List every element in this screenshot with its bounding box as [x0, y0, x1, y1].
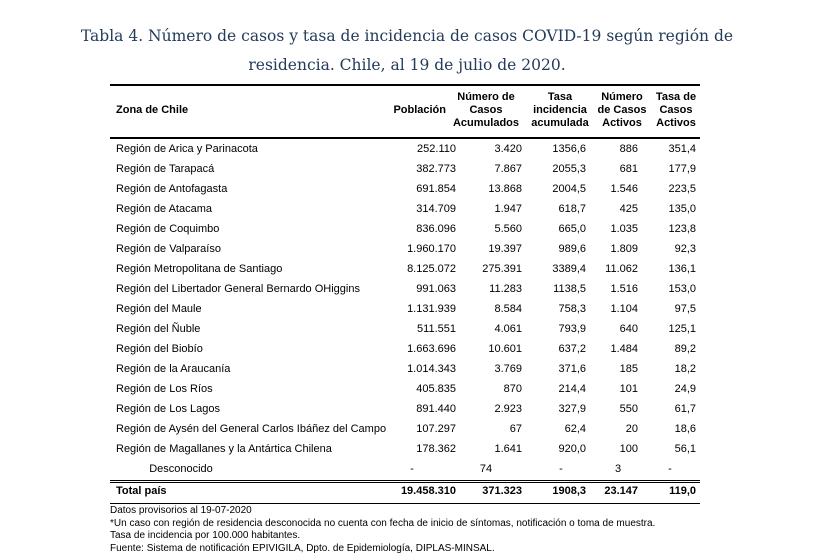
cell-tasa-incidencia: 665,0	[558, 223, 586, 235]
cell-tasa-incidencia: 793,9	[558, 323, 586, 335]
cell-tasa-activos: 177,9	[668, 163, 696, 175]
cell-tasa-incidencia: 1138,5	[553, 283, 586, 295]
cell-poblacion: 252.110	[417, 143, 456, 155]
cell-activos: 1.516	[610, 283, 638, 295]
cell-acumulados: 19.397	[488, 243, 522, 255]
cell-poblacion: 405.835	[416, 383, 456, 395]
cell-activos: 1.809	[610, 243, 638, 255]
cell-poblacion: 1.960.170	[407, 243, 456, 255]
table-row	[110, 360, 700, 380]
cell-activos: 1.035	[610, 223, 638, 235]
table-row	[110, 380, 700, 400]
cell-acumulados: 3.420	[494, 143, 522, 155]
cell-acumulados: 11.283	[489, 283, 522, 295]
cell-tasa-activos: 56,1	[674, 443, 696, 455]
cell-zona: Región de Los Ríos	[116, 383, 213, 395]
cell-zona: Región de Los Lagos	[116, 403, 220, 415]
cell-tasa-activos: -	[668, 463, 672, 475]
header-zona: Zona de Chile	[116, 104, 189, 116]
table-header-rule	[110, 137, 700, 139]
cell-acumulados: 870	[503, 383, 522, 395]
table-row-desconocido	[110, 460, 700, 480]
header-casos-activos: Número de Casos Activos	[597, 91, 647, 129]
cell-acumulados: 8.584	[494, 303, 522, 315]
cell-poblacion: 107.297	[416, 423, 456, 435]
table-row	[110, 420, 700, 440]
cell-tasa-activos: 18,2	[674, 363, 696, 375]
cell-tasa-activos: 135,0	[668, 203, 696, 215]
cell-tasa-activos: 89,2	[674, 343, 696, 355]
cell-tasa-activos: 136,1	[668, 263, 696, 275]
cell-poblacion: 836.096	[416, 223, 456, 235]
cell-poblacion: 511.551	[417, 323, 456, 335]
footnote: Tasa de incidencia por 100.000 habitantes.	[110, 530, 301, 541]
cell-activos: 1.484	[610, 343, 638, 355]
cell-poblacion: 314.709	[416, 203, 456, 215]
cell-activos: 185	[619, 363, 638, 375]
cell-zona: Región del Libertador General Bernardo OHiggins	[116, 283, 360, 295]
cell-zona: Región de Arica y Parinacota	[116, 143, 258, 155]
cell-tasa-incidencia: 2055,3	[552, 163, 586, 175]
cell-tasa-incidencia: -	[559, 463, 563, 475]
cell-tasa-incidencia: 758,3	[558, 303, 586, 315]
cell-tasa-activos: 24,9	[674, 383, 696, 395]
cell-zona: Región del Ñuble	[116, 323, 201, 335]
cell-activos: 886	[619, 143, 638, 155]
table-row	[110, 280, 700, 300]
cell-activos: 23.147	[604, 485, 638, 497]
cell-tasa-incidencia: 371,6	[558, 363, 586, 375]
table-row	[110, 320, 700, 340]
cell-tasa-activos: 223,5	[668, 183, 696, 195]
footnote: *Un caso con región de residencia desconocida no cuenta con fecha de inicio de síntomas, notificación o toma de muestra.	[110, 517, 656, 529]
table-row	[110, 240, 700, 260]
cell-tasa-incidencia: 618,7	[558, 203, 586, 215]
cell-tasa-incidencia: 1908,3	[552, 485, 586, 497]
cell-tasa-incidencia: 2004,5	[552, 183, 586, 195]
cell-acumulados: 5.560	[494, 223, 522, 235]
cell-zona: Región Metropolitana de Santiago	[116, 263, 283, 275]
table-bottom-rule	[110, 503, 700, 504]
cell-acumulados: 275.391	[482, 263, 522, 275]
table-row	[110, 400, 700, 420]
cell-tasa-activos: 123,8	[668, 223, 696, 235]
cell-tasa-incidencia: 1356,6	[552, 143, 586, 155]
footnote: Fuente: Sistema de notificación EPIVIGILA, Dpto. de Epidemiología, DIPLAS-MINSAL.	[110, 542, 495, 554]
cell-poblacion: 8.125.072	[407, 263, 456, 275]
table-row	[110, 440, 700, 460]
cell-zona: Región de Magallanes y la Antártica Chilena	[116, 443, 332, 455]
cell-acumulados: 2.923	[494, 403, 522, 415]
cell-tasa-activos: 61,7	[674, 403, 696, 415]
cell-activos: 100	[619, 443, 638, 455]
header-casos-acumulados: Número de Casos Acumulados	[452, 91, 519, 129]
cell-acumulados: 67	[509, 423, 522, 435]
cell-activos: 3	[614, 463, 622, 475]
cell-activos: 20	[625, 423, 638, 435]
table-row	[110, 220, 700, 240]
cell-zona: Región de Aysén del General Carlos Ibáñez del Campo	[116, 423, 387, 435]
footnote: Datos provisorios al 19-07-2020	[110, 505, 252, 516]
cell-tasa-activos: 125,1	[668, 323, 696, 335]
cell-tasa-activos: 119,0	[669, 485, 696, 497]
cell-acumulados: 1.641	[494, 443, 522, 455]
cell-zona: Región de Atacama	[116, 203, 213, 215]
cell-tasa-activos: 97,5	[674, 303, 696, 315]
cell-poblacion: 1.663.696	[407, 343, 456, 355]
header-tasa-activos: Tasa de Casos Activos	[655, 91, 697, 129]
cell-poblacion: 19.458.310	[400, 485, 456, 497]
table-title-line-1: Tabla 4. Número de casos y tasa de incidencia de casos COVID-19 según región de	[80, 27, 734, 45]
cell-activos: 425	[619, 203, 638, 215]
cell-poblacion: 178.362	[416, 443, 456, 455]
cell-activos: 1.104	[610, 303, 638, 315]
table-row	[110, 200, 700, 220]
cell-poblacion: 891.440	[416, 403, 456, 415]
cell-zona: Región de Antofagasta	[116, 183, 228, 195]
cell-poblacion: 991.063	[416, 283, 456, 295]
cell-poblacion: 1.014.343	[407, 363, 456, 375]
cell-poblacion: 382.773	[416, 163, 456, 175]
cell-acumulados: 371.323	[482, 485, 522, 497]
cell-zona: Región de Coquimbo	[116, 223, 220, 235]
cell-zona: Región de Tarapacá	[116, 163, 215, 175]
cell-acumulados: 3.769	[494, 363, 522, 375]
table-total-rule-top	[110, 480, 700, 481]
cell-acumulados: 74	[479, 463, 493, 475]
cell-poblacion: -	[410, 463, 414, 475]
table-title-line-2: residencia. Chile, al 19 de julio de 2020.	[248, 56, 566, 74]
header-tasa-incidencia: Tasa incidencia acumulada	[531, 91, 589, 129]
cell-activos: 550	[619, 403, 638, 415]
cell-tasa-incidencia: 637,2	[558, 343, 586, 355]
cell-tasa-activos: 92,3	[674, 243, 696, 255]
cell-tasa-incidencia: 62,4	[564, 423, 586, 435]
table-row-total	[110, 482, 700, 502]
table-row	[110, 180, 700, 200]
cell-acumulados: 10.601	[488, 343, 522, 355]
cell-zona: Total país	[116, 485, 167, 497]
cell-activos: 1.546	[610, 183, 638, 195]
cell-acumulados: 7.867	[494, 163, 522, 175]
cell-activos: 681	[619, 163, 638, 175]
cell-tasa-activos: 153,0	[668, 283, 696, 295]
table-row	[110, 160, 700, 180]
cell-tasa-incidencia: 989,6	[558, 243, 586, 255]
table-row	[110, 300, 700, 320]
cell-tasa-incidencia: 214,4	[558, 383, 586, 395]
table-row	[110, 340, 700, 360]
cell-acumulados: 1.947	[494, 203, 522, 215]
cell-zona: Región del Biobío	[116, 343, 203, 355]
cell-poblacion: 1.131.939	[407, 303, 456, 315]
cell-zona: Desconocido	[149, 463, 213, 475]
table-top-rule	[110, 84, 700, 86]
cell-poblacion: 691.854	[416, 183, 456, 195]
cell-acumulados: 13.868	[488, 183, 522, 195]
header-poblacion: Población	[393, 104, 446, 116]
cell-activos: 11.062	[605, 263, 638, 275]
cell-tasa-incidencia: 3389,4	[552, 263, 586, 275]
cell-acumulados: 4.061	[494, 323, 522, 335]
cell-zona: Región de Valparaíso	[116, 243, 221, 255]
cell-tasa-activos: 351,4	[668, 143, 696, 155]
cell-activos: 101	[619, 383, 638, 395]
table-row	[110, 140, 700, 160]
cell-tasa-incidencia: 327,9	[558, 403, 586, 415]
table-footnotes	[110, 505, 655, 555]
cell-zona: Región del Maule	[116, 303, 202, 315]
cell-tasa-activos: 18,6	[674, 423, 696, 435]
table-row	[110, 260, 700, 280]
cell-tasa-incidencia: 920,0	[558, 443, 586, 455]
cell-zona: Región de la Araucanía	[116, 363, 231, 375]
cell-activos: 640	[619, 323, 638, 335]
